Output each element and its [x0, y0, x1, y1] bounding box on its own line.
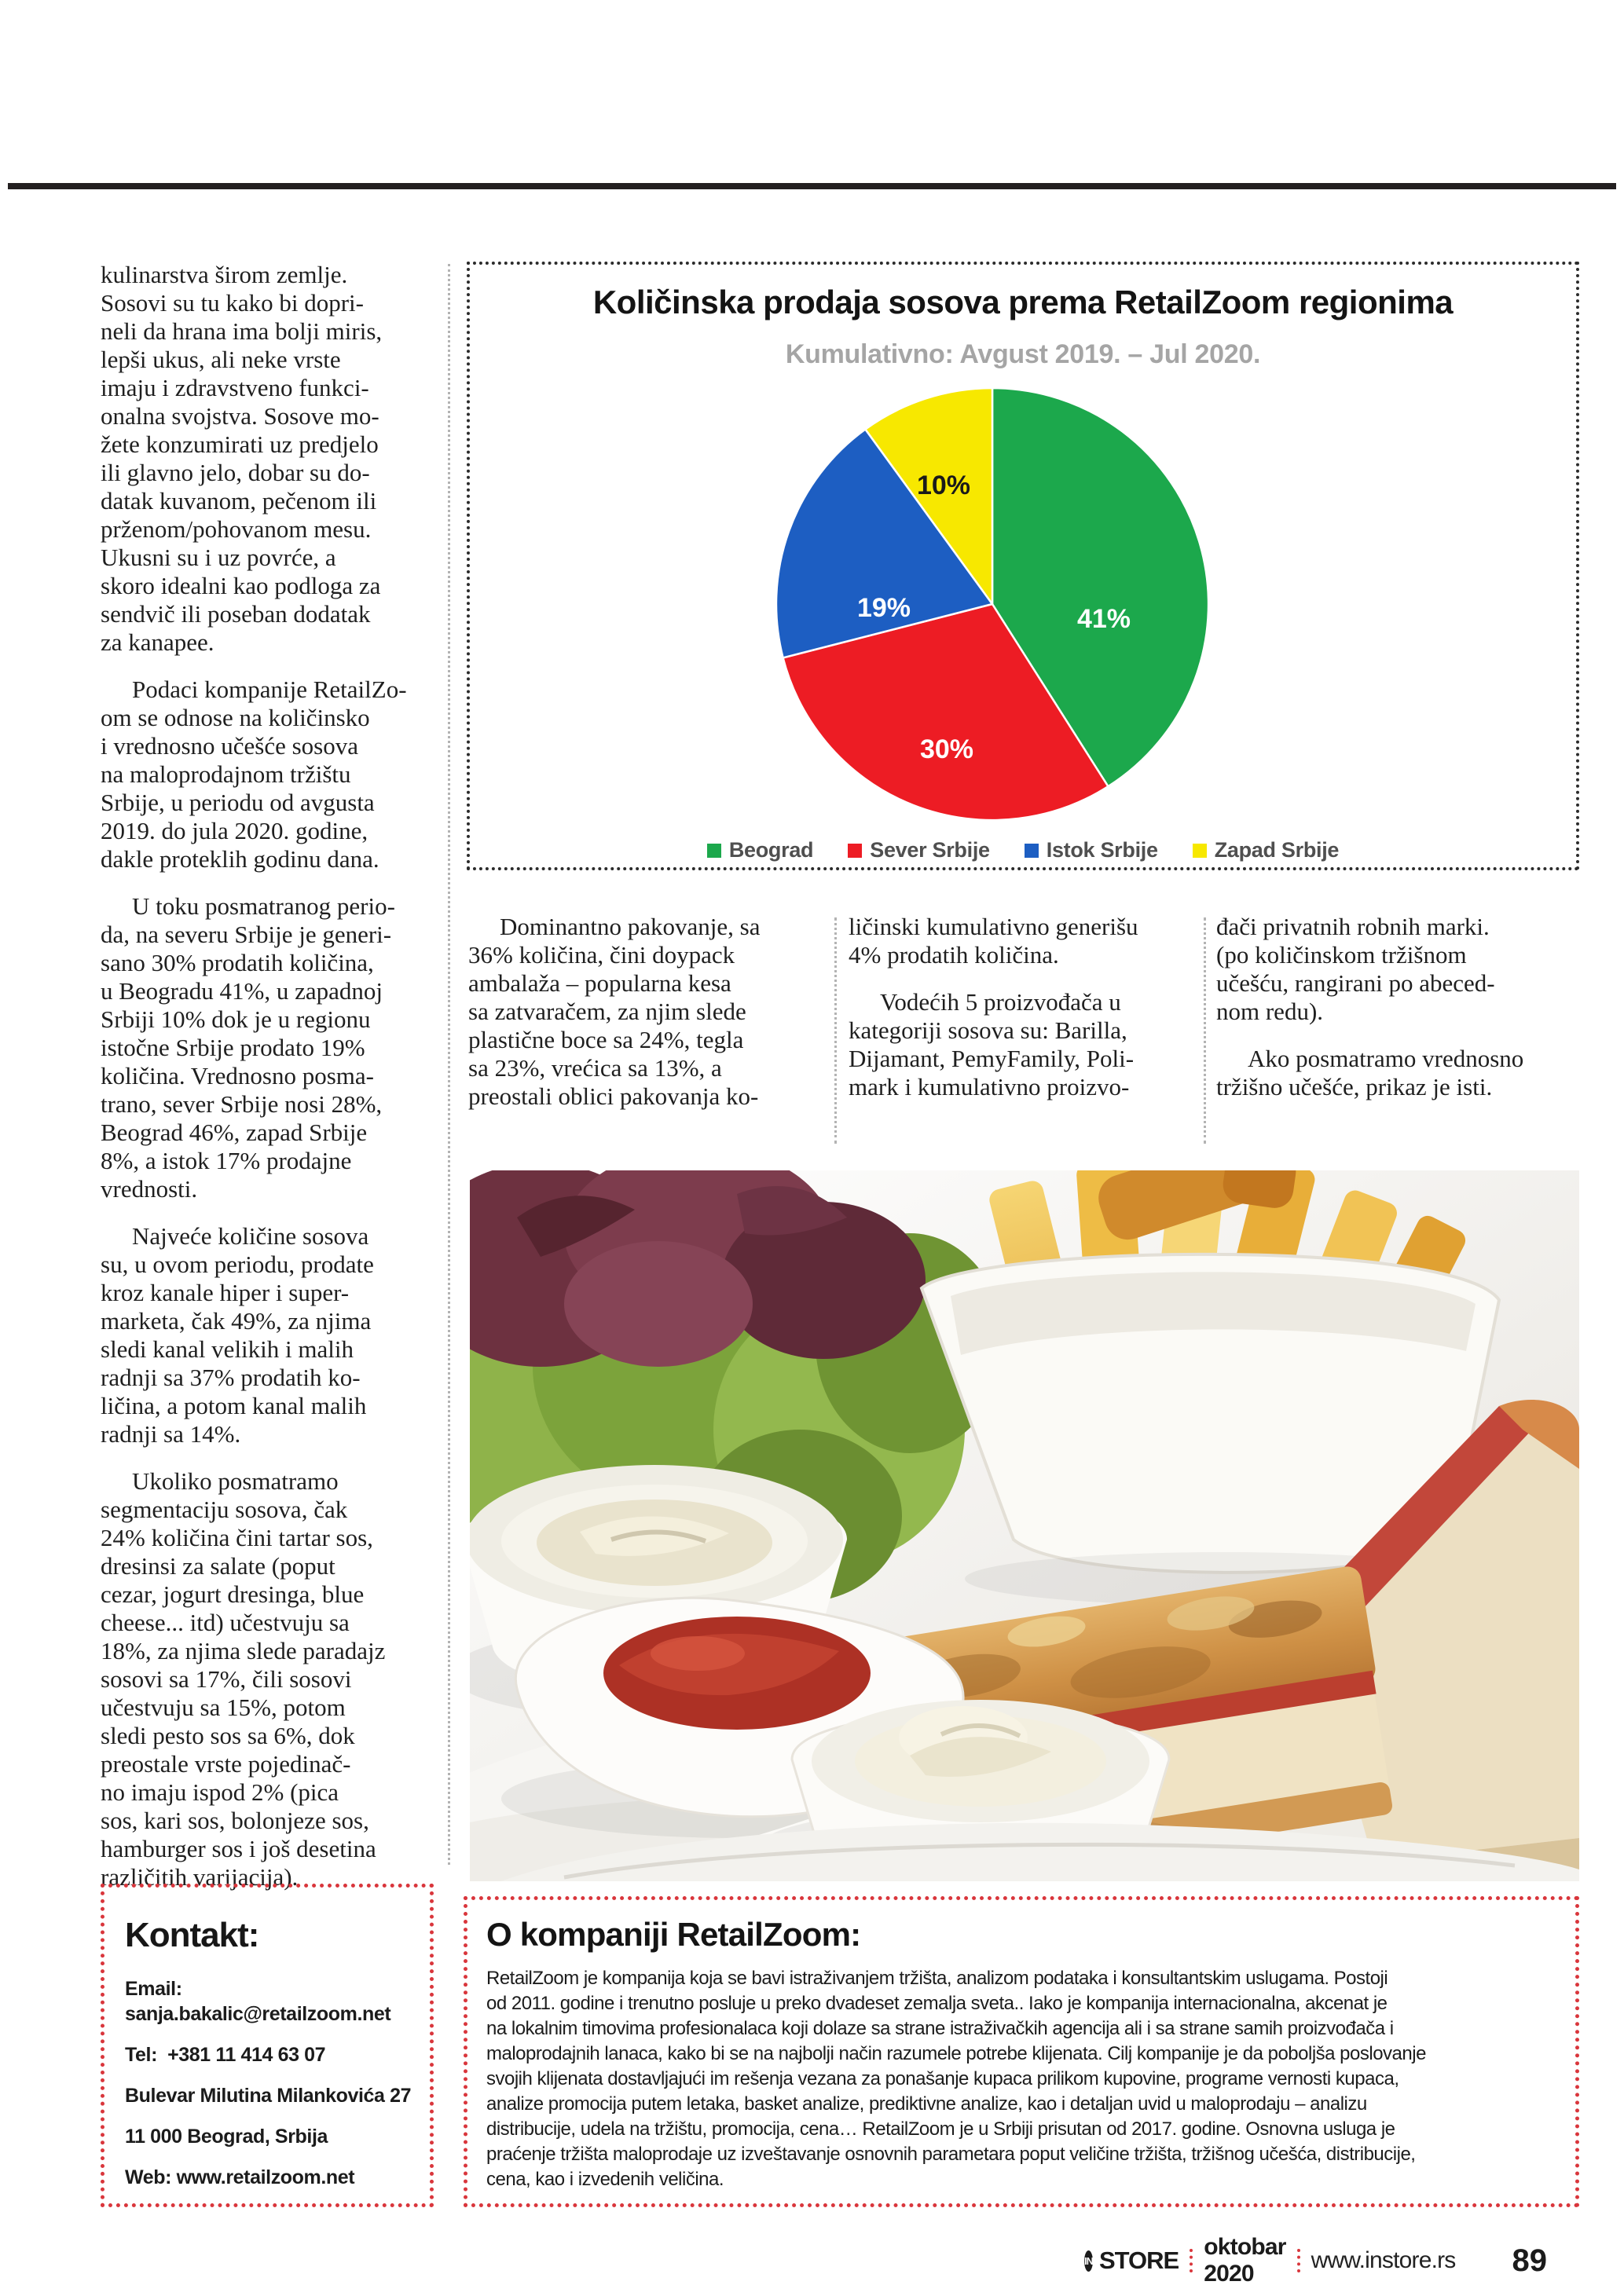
legend-item: [707, 838, 813, 862]
paragraph: U toku posmatranog perio- da, na severu Srbije je generi- sano 30% prodatih količina, u Beogradu 41%, u zapadnoj Srbiji 10% dok je u regionu istočne Srbije prodato 19% količina. Vrednosno posma- trano, sever Srbije nosi 28%, Beograd 46%, zapad Srbije 8%, a istok 17% prodajne vrednosti.: [101, 892, 395, 1203]
pie-data-label: 10%: [916, 471, 971, 500]
article-column-3: [849, 913, 1197, 1120]
pie-data-label: 19%: [856, 593, 911, 623]
paragraph: Podaci kompanije RetailZo- om se odnose na količinsko i vrednosno učešće sosova na maloprodajnom tržištu Srbije, u periodu od avgusta 2019. do jula 2020. godine, dakle proteklih godinu dana.: [101, 676, 407, 873]
about-box: [464, 1896, 1579, 2207]
instore-logo-icon: IN: [1084, 2250, 1093, 2272]
legend-swatch: [1025, 844, 1039, 858]
pie-chart-svg: [772, 384, 1212, 824]
contact-address-2: 11 000 Beograd, Srbija: [125, 2126, 328, 2148]
legend-swatch: [848, 844, 862, 858]
column-separator: [834, 917, 837, 1144]
article-column-1: [101, 261, 453, 1910]
footer-divider: [1190, 2249, 1193, 2272]
legend-item: [1193, 838, 1339, 862]
legend-item: [848, 838, 990, 862]
page-footer: [1084, 2234, 1548, 2287]
legend-item: [1025, 838, 1158, 862]
chart-title: Količinska prodaja sosova prema RetailZoom regionima: [592, 284, 1454, 320]
contact-box: [101, 1884, 434, 2207]
paragraph: Najveće količine sosova su, u ovom periodu, prodate kroz kanale hiper i super- marketa, čak 49%, za njima sledi kanal velikih i malih radnji sa 37% prodatih ko- ličina, a potom kanal malih radnji sa 14%.: [101, 1222, 374, 1448]
footer-issue: oktobar 2020: [1204, 2234, 1286, 2287]
food-photo: [470, 1170, 1579, 1881]
pie-chart: [772, 384, 1212, 824]
column-separator: [1204, 917, 1206, 1144]
legend-swatch: [707, 844, 721, 858]
paragraph: ličinski kumulativno generišu 4% prodatih količina.: [849, 913, 1138, 969]
chart-panel: [467, 262, 1579, 870]
paragraph: Dominantno pakovanje, sa 36% količina, čini doypack ambalaža – popularna kesa sa zatvaračem, za njim slede plastične boce sa 24%, tegla sa 23%, vrećica sa 13%, a preostali oblici pakovanja ko-: [468, 913, 761, 1110]
about-title: O kompaniji RetailZoom:: [486, 1916, 861, 1953]
footer-divider: [1297, 2249, 1300, 2272]
legend-swatch: [1193, 844, 1207, 858]
footer-brand: STORE: [1099, 2247, 1179, 2274]
top-rule: [8, 183, 1616, 189]
contact-web: [125, 2166, 423, 2189]
contact-phone-number: +381 11 414 63 07: [167, 2044, 326, 2066]
legend-label: Beograd: [728, 838, 814, 862]
paragraph: Ako posmatramo vrednosno tržišno učešće, prikaz je isti.: [1216, 1045, 1524, 1100]
pie-data-label: 30%: [919, 734, 974, 764]
footer-website: www.instore.rs: [1311, 2247, 1456, 2273]
contact-email: sanja.bakalic@retailzoom.net: [125, 2003, 391, 2025]
contact-web-url: www.retailzoom.net: [176, 2166, 355, 2188]
pie-data-label: 41%: [1076, 604, 1131, 634]
footer-page-number: 89: [1512, 2243, 1548, 2278]
paragraph: Ukoliko posmatramo segmentaciju sosova, čak 24% količina čini tartar sos, dresinsi za salate (poput cezar, jogurt dresinga, blue cheese... itd) učestvuju sa 18%, za njima slede paradajz sosovi sa 17%, čili sosovi učestvuju sa 15%, potom sledi pesto sos sa 6%, dok preostale vrste pojedinač- no imaju ispod 2% (pica sos, kari sos, bolonjeze sos, hamburger sos i još desetina različitih varijacija).: [101, 1467, 386, 1891]
contact-email-label: Email:: [125, 1978, 182, 2000]
chart-subtitle: Kumulativno: Avgust 2019. – Jul 2020.: [785, 339, 1261, 369]
legend-label: Sever Srbije: [870, 838, 990, 862]
contact-phone: [125, 2043, 423, 2067]
paragraph: kulinarstva širom zemlje. Sosovi su tu kako bi dopri- neli da hrana ima bolji miris, lepši ukus, ali neke vrste imaju i zdravstveno funkci- onalna svojstva. Sosove mo- žete konzumirati uz predjelo ili glavno jelo, dobar su do- datak kuvanom, pečenom ili prženom/pohovanom mesu. Ukusni su i uz povrće, a skoro idealni kao podloga za sendvič ili poseban dodatak za kanapee.: [101, 261, 383, 656]
paragraph: Vodećih 5 proizvođača u kategoriji sosova su: Barilla, Dijamant, PemyFamily, Poli- mark i kumulativno proizvo-: [849, 988, 1135, 1100]
legend-label: Istok Srbije: [1046, 838, 1158, 862]
article-column-2: [468, 913, 828, 1130]
article-column-4: [1216, 913, 1584, 1120]
contact-address-1: Bulevar Milutina Milankovića 27: [125, 2085, 412, 2107]
about-body: RetailZoom je kompanija koja se bavi istraživanjem tržišta, analizom podataka i konsultantskim uslugama. Postoji od 2011. godine i trenutno posluje u preko dvadeset zemalja sveta.. Iako je kompanija internacionalna, akcenat je na lokalnim timovima profesionalaca koji dolaze sa strane istraživačkih agencija ali i sa strane samih proizvođača i maloprodajnih lanaca, kako bi se na najbolji način razumele potrebe klijenata. Cilj kompanije je da poboljša poslovanje svojih klijenata dostavljajući im rešenja vezana za ponašanje kupaca prilikom kupovine, programe vernosti kupaca, analize promocija putem letaka, basket analize, prediktivne analize, kao i detaljan uvid u maloprodaju – analizu distribucije, udela na tržištu, promocija, cena… RetailZoom je u Srbiji prisutan od 2017. godine. Osnovna usluga je praćenje tržišta maloprodaje uz izveštavanje osnovnih parametara poput veličine tržišta, tržišnog učešća, distribucije, cena, kao i izvedenih veličina.: [486, 1968, 1426, 2190]
legend-label: Zapad Srbije: [1214, 838, 1340, 862]
contact-title: Kontakt:: [125, 1916, 259, 1954]
contact-phone-label: Tel:: [125, 2044, 157, 2066]
column-separator: [448, 264, 450, 1865]
chart-legend: [470, 838, 1576, 862]
contact-web-label: Web:: [125, 2166, 172, 2188]
paragraph: đači privatnih robnih marki. (po količinskom tržišnom učešću, rangirani po abeced- nom redu).: [1216, 913, 1495, 1025]
